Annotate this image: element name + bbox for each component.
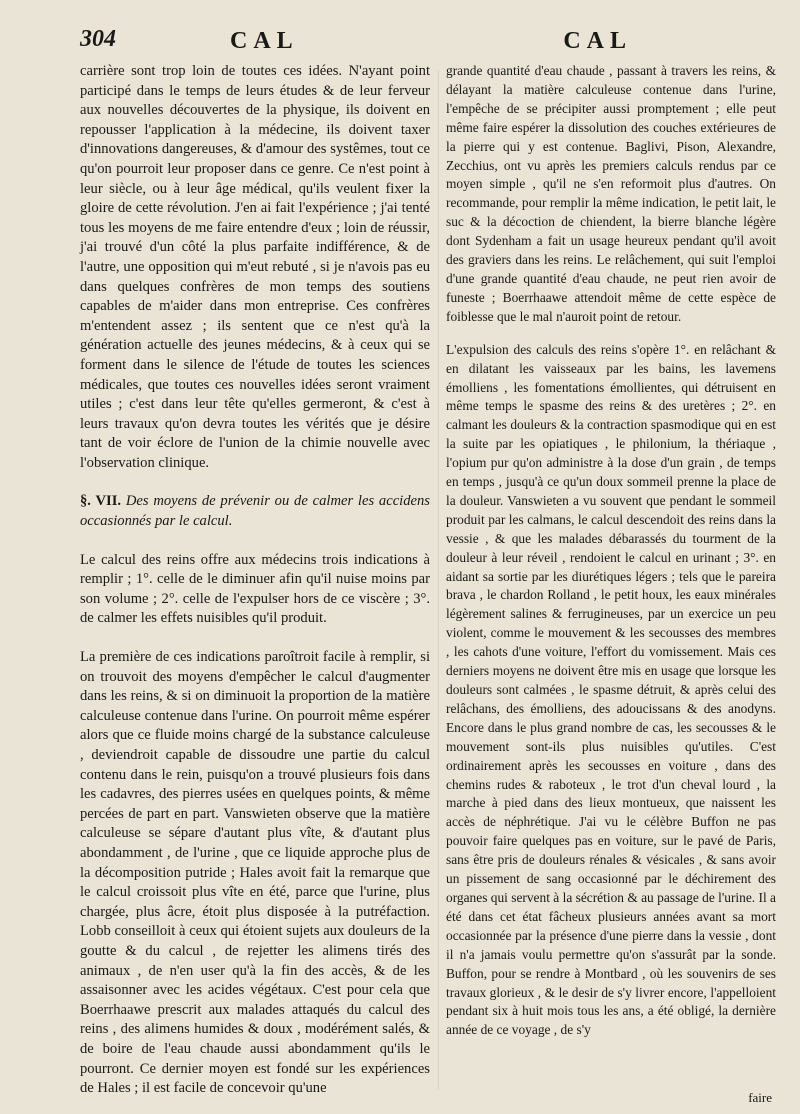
catchword: faire	[748, 1090, 772, 1105]
paragraph: L'expulsion des calculs des reins s'opère 1°. en relâchant & en dilatant les vaisseaux par les bains, les lavemens émolliens , les fomentations émollientes, qui détruisent en même temps le spasme des reins & des uretères ; 2°. en calmant les douleurs & la contraction spasmodique qui en est la suite par les opiatiques , le philonium, la thériaque , l'opium pur qu'on administre à la dose d'un grain , de temps en temps , jusqu'à ce qu'un doux sommeil prenne la place de la douleur. Vanswieten a vu souvent que pendant le sommeil produit par les calmans, le calcul descendoit des reins dans la vessie , & que les malades débarassés du tourment de la douleur à leur réveil , rendoient le calcul en urinant ; 3°. en aidant sa sortie par les diurétiques légers ; tels que le pareira brava , le chardon Rolland , le petit houx, les eaux minérales légèrement salines & ferrugineuses, par un exercice un peu violent, comme le mouvement & les secousses des membres , les cahots d'une voiture, l'effort du vomissement. Mais ces derniers moyens ne doivent être mis en usage que lorsque les douleurs sont calmées , le spasme détruit, & après celui des relâchans, des émolliens, des adoucissans & des anodyns. Encore dans le plus grand nombre de cas, les secousses & le mouvement sont-ils plus nuisibles qu'utiles. C'est ordinairement après les secousses en voiture , dans des chemins rudes & raboteux , le trot d'un cheval lourd , la marche à pied dans des lieux montueux, que naissent les accès de néphrétique. J'ai vu le célèbre Buffon ne pas pouvoir faire quelques pas en voiture, sur le pavé de Paris, sans être pris de douleurs rénales & vésicales , & sans avoir un pissement de sang occasionné par le déchirement des organes qui servent à la sécrétion & au passage de l'urine. Il a été dans cet état fâcheux plusieurs années avant sa mort occasionnée par la présence d'une pierre dans la vessie , dont il n'a jamais voulu permettre qu'on s'assurât par la sonde. Buffon, pour se rendre à Montbard , où les souvenirs de ses travaux glorieux , & le desir de s'y livrer encore, l'appelloient pendant six à huit mois tous les ans, a été obligé, la dernière année de ce voyage , de s'y	[446, 341, 776, 1038]
running-head-left: CAL	[230, 28, 299, 54]
page-number: 304	[80, 26, 116, 52]
paragraph: grande quantité d'eau chaude , passant à travers les reins, & délayant la matière calculeuse contenue dans l'urine, l'empêche de se précipiter aussi promptement ; elle peut même faire espérer la dissolution des couches extérieures de la pierre qui y est contenue. Baglivi, Pison, Alexandre, Zecchius, ont vu après les premiers calculs rendus par ce moyen simple , qu'il ne s'en reformoit plus d'autres. On recommande, pour remplir la même indication, le petit lait, le suc & la décoction de chiendent, la bierre blanche légère dont Sydenham a fait un usage heureux pendant qu'il avoit des graviers dans les reins. Le relâchement, qui suit l'emploi d'une grande quantité d'eau chaude, ne peut rien avoir de funeste ; Boerrhaawe attendoit même de cette espèce de foiblesse que le mal n'auroit point de retour.	[446, 63, 776, 324]
left-column	[80, 62, 430, 1099]
right-column	[446, 62, 776, 1040]
running-header	[80, 26, 772, 62]
paragraph: Le calcul des reins offre aux médecins trois indications à remplir ; 1°. celle de le diminuer afin qu'il nuise moins par son volume ; 2°. celle de l'expulser hors de ce viscère ; 3°. de calmer les effets nuisibles qu'il produit.	[80, 551, 430, 627]
section-heading	[80, 492, 430, 531]
paragraph: carrière sont trop loin de toutes ces idées. N'ayant point participé dans le temps de leurs études & de leur ferveur aux nouvelles découvertes de la physique, ils doivent en repousser l'application à la médecine, ils doivent taxer d'innovations dangereuses, & d'amour des systêmes, tout ce qu'on pourroit leur proposer dans ce genre. Ce n'est point à leur siècle, ou à leur âge médical, qu'ils veulent fixer la gloire de cette révolution. J'en ai fait l'expérience ; j'ai tenté tous les moyens de me faire entendre d'eux ; loin de réussir, j'ai trouvé d'un côté la plus parfaite indifférence, & de l'autre, une opposition qui m'eut rebuté , si je n'avois pas eu dans quelques confrères de mon temps des soutiens capables de m'aider dans mon entreprise. Ces confrères m'entendent assez ; ils sentent que ce n'est qu'à la génération actuelle des jeunes médecins, & à ceux qui se forment dans le silence de l'étude de toutes les sciences médicales, que toutes ces nouvelles idées seront vraiment utiles ; c'est dans leur tête qu'elles germeront, & c'est à leurs travaux qu'on devra toutes les vérités que je désire tant de voir éclore de l'union de la chimie nouvelle avec l'observation clinique.	[80, 63, 430, 471]
column-divider	[438, 70, 439, 1090]
paragraph: La première de ces indications paroîtroit facile à remplir, si on trouvoit des moyens d'empêcher le calcul d'augmenter dans les reins, & si on diminuoit la proportion de la matière calculeuse contenue dans l'urine. On pourroit même espérer alors que ce fluide moins chargé de la substance calculeuse , deviendroit capable de dissoudre une partie du calcul contenu dans le rein, puisqu'on a trouvé plusieurs fois dans les cadavres, des pierres usées en quelques points, & même percées de part en part. Vanswieten observe que la matière calculeuse se sépare d'autant plus vîte, & d'autant plus abondamment , de l'urine , que ce liquide approche plus de la décomposition putride ; Hales avoit fait la remarque que le calcul croissoit plus vîte en été, parce que l'urine, plus chargée, plus âcre, étoit plus disposée à la putréfaction. Lobb conseilloit à ceux qui étoient sujets aux douleurs de la goutte & du calcul , de rejetter les alimens tirés des animaux , de n'en user qu'à la fin des accès, & de les assaisonner avec les acides végétaux. C'est pour cela que Boerrhaawe prescrit aux malades attaqués du calcul des reins , des alimens humides & doux , modérément salés, & de boire de l'eau chaude aussi abondamment qu'ils le pourront. Ce dernier moyen est fondé sur les expériences de Hales ; il est facile de concevoir qu'une	[80, 649, 430, 1097]
section-title: Des moyens de prévenir ou de calmer les accidens occasionnés par le calcul.	[80, 493, 430, 530]
running-head-right: CAL	[563, 28, 632, 54]
section-number: §. VII.	[80, 493, 122, 510]
